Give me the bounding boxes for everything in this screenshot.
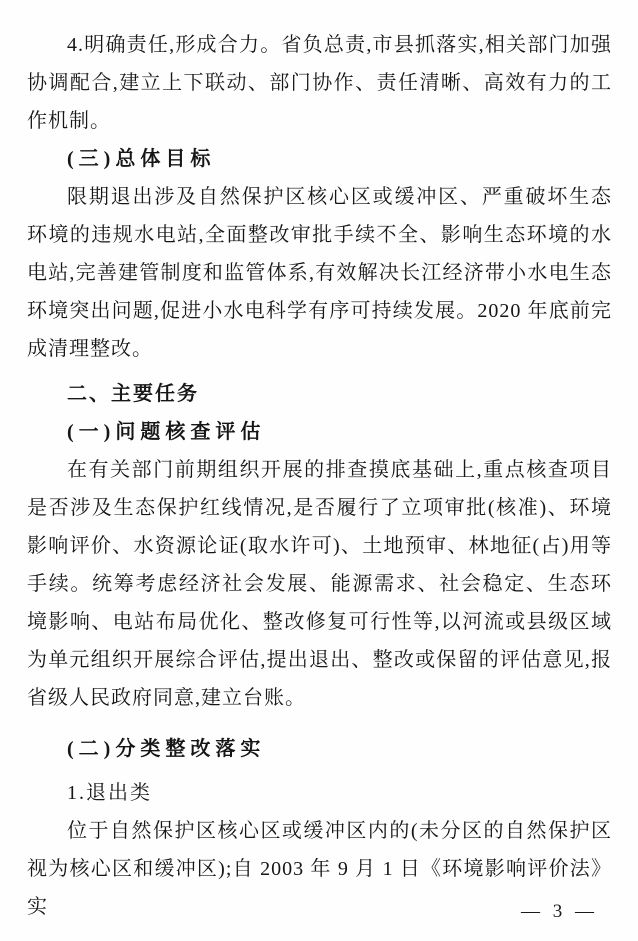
heading-classified-rectification: (二)分类整改落实 [67,738,266,760]
paragraph-goal-detail: 限期退出涉及自然保护区核心区或缓冲区、严重破坏生态环境的违规水电站,全面整改审批手续不全、影响生态环境的水电站,完善建管制度和监管体系,有效解决长江经济带小水电生态环境突出问题,促进小水电科学有序可持续发展。2020 年底前完成清理整改。 [27,186,612,360]
heading-main-tasks: 二、主要任务 [67,383,199,405]
paragraph-exit-detail: 位于自然保护区核心区或缓冲区内的(未分区的自然保护区视为核心区和缓冲区);自 2003 年 9 月 1 日《环境影响评价法》实 [27,820,612,918]
heading-exit-category: 1.退出类 [67,782,152,804]
paragraph-responsibility: 4.明确责任,形成合力。省负总责,市县抓落实,相关部门加强协调配合,建立上下联动、部门协作、责任清晰、高效有力的工作机制。 [27,34,612,132]
page-number: — 3 — [521,901,598,922]
heading-problem-verification: (一)问题核查评估 [67,421,266,443]
paragraph-verification-detail: 在有关部门前期组织开展的排查摸底基础上,重点核查项目是否涉及生态保护红线情况,是否履行了立项审批(核准)、环境影响评价、水资源论证(取水许可)、土地预审、林地征(占)用等手续。统筹考虑经济社会发展、能源需求、社会稳定、生态环境影响、电站布局优化、整改修复可行性等,以河流或县级区域为单元组织开展综合评估,提出退出、整改或保留的评估意见,报省级人民政府同意,建立台账。 [27,459,612,709]
heading-overall-goal: (三)总体目标 [67,148,216,170]
